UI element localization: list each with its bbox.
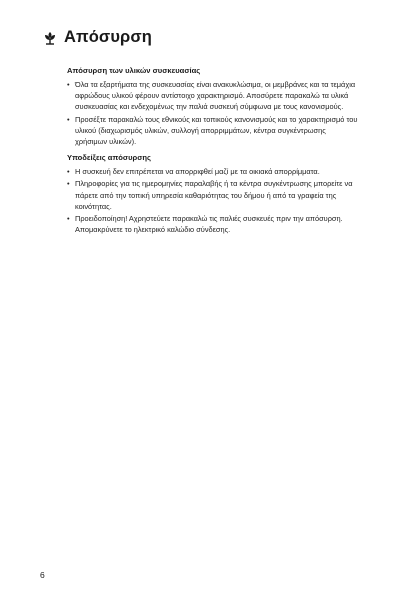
page-number: 6 <box>40 570 45 580</box>
section-heading: Υποδείξεις απόσυρσης <box>67 153 151 163</box>
content <box>67 66 359 241</box>
list-item: • Η συσκευή δεν επιτρέπεται να απορριφθεί μαζί με τα οικιακά απορρίμματα. <box>67 166 359 177</box>
section-packaging-disposal <box>67 66 359 147</box>
bullet-list <box>67 166 359 235</box>
section-heading: Απόσυρση των υλικών συσκευασίας <box>67 66 201 75</box>
recycle-flower-icon <box>44 31 56 45</box>
page-title-row <box>44 28 152 47</box>
page-title: Απόσυρση <box>64 28 152 46</box>
list-item: • Όλα τα εξαρτήματα της συσκευασίας είναι ανακυκλώσιμα, οι μεμβράνες και τα τεμάχια αφρώδους υλικού φέρουν αντίστοιχο χαρακτηρισμό. Αποσύρετε παρακαλώ τα υλικά συσκευασίας και ενδεχομένως την παλιά συσκευή σύμφωνα με τους κανονισμούς. <box>67 79 359 113</box>
list-item: • Πληροφορίες για τις ημερομηνίες παραλαβής ή τα κέντρα συγκέντρωσης μπορείτε να πάρετε από την τοπική υπηρεσία καθαριότητας του δήμου ή από τα γραφεία της κοινότητας. <box>67 178 359 212</box>
section-disposal-notes <box>67 153 359 235</box>
list-item: • Προσέξτε παρακαλώ τους εθνικούς και τοπικούς κανονισμούς και το χαρακτηρισμό του υλικού (διαχωρισμός υλικών, συλλογή απορριμμάτων, κέντρα συγκέντρωσης χρήσιμων υλικών). <box>67 114 359 148</box>
bullet-list <box>67 79 359 147</box>
list-item: • Προειδοποίηση! Αχρηστεύετε παρακαλώ τις παλιές συσκευές πριν την απόσυρση. Απομακρύνετε το ηλεκτρικό καλώδιο σύνδεσης. <box>67 213 359 235</box>
